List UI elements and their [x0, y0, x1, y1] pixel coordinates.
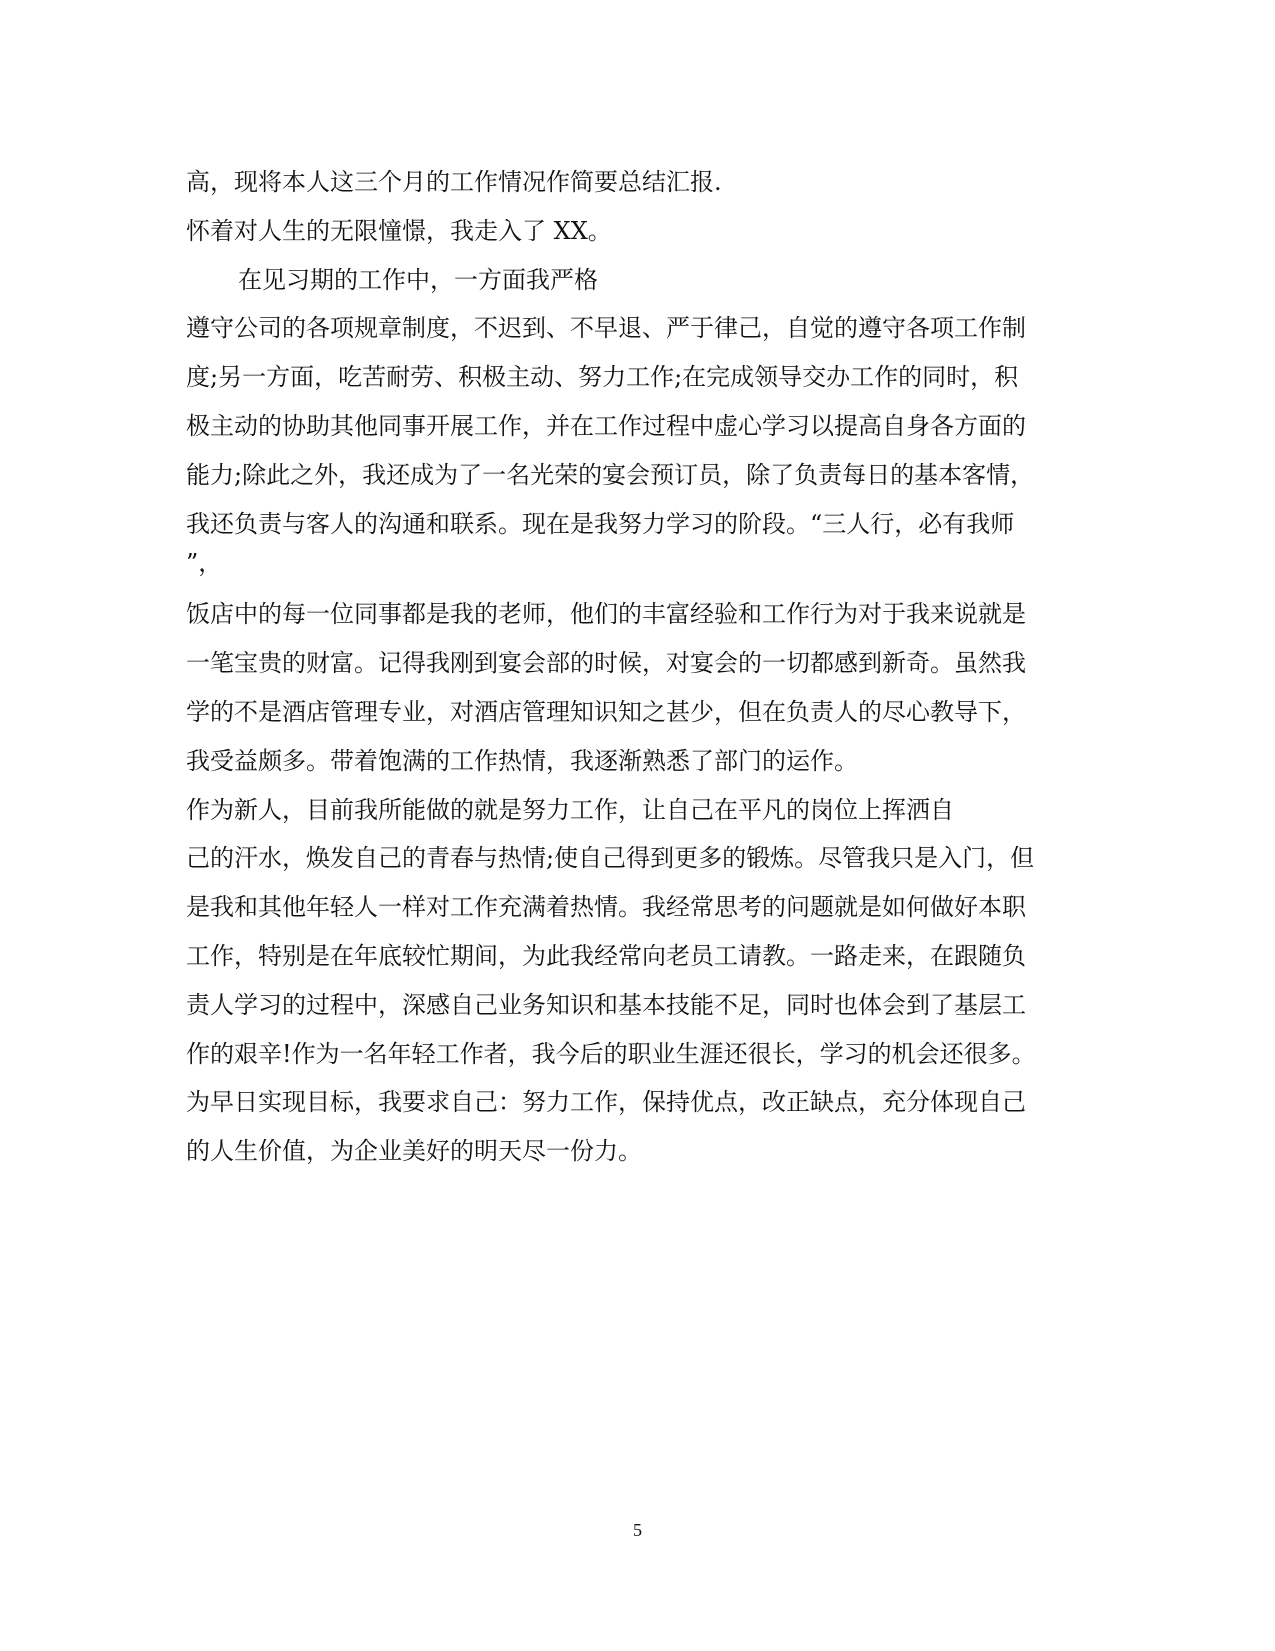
text-line: 己的汗水，焕发自己的青春与热情;使自己得到更多的锻炼。尽管我只是入门，但 — [186, 844, 1035, 873]
text-line: 极主动的协助其他同事开展工作，并在工作过程中虚心学习以提高自身各方面的 — [186, 411, 1026, 440]
text-line: 作为新人，目前我所能做的就是努力工作，让自己在平凡的岗位上挥洒自 — [186, 795, 954, 824]
text-line: 学的不是酒店管理专业，对酒店管理知识知之甚少，但在负责人的尽心教导下， — [186, 697, 1026, 726]
text-line: 高，现将本人这三个月的工作情况作简要总结汇报. — [186, 168, 722, 196]
text-line: 的人生价值，为企业美好的明天尽一份力。 — [186, 1137, 642, 1166]
text-line: 能力;除此之外，我还成为了一名光荣的宴会预订员，除了负责每日的基本客情， — [186, 460, 1035, 489]
text-line: ”， — [186, 549, 223, 578]
text-line: 在见习期的工作中，一方面我严格 — [238, 265, 598, 294]
text-line: 我还负责与客人的沟通和联系。现在是我努力学习的阶段。“三人行，必有我师 — [186, 509, 1015, 538]
page-number: 5 — [633, 1520, 642, 1540]
text-line: 责人学习的过程中，深感自己业务知识和基本技能不足，同时也体会到了基层工 — [186, 990, 1026, 1019]
text-line: 饭店中的每一位同事都是我的老师，他们的丰富经验和工作行为对于我来说就是 — [186, 600, 1026, 629]
text-line: 是我和其他年轻人一样对工作充满着热情。我经常思考的问题就是如何做好本职 — [186, 893, 1026, 922]
text-line: 度;另一方面，吃苦耐劳、积极主动、努力工作;在完成领导交办工作的同时，积 — [186, 363, 1019, 392]
text-line: 为早日实现目标，我要求自己：努力工作，保持优点，改正缺点，充分体现自己 — [186, 1088, 1026, 1117]
text-line: 工作，特别是在年底较忙期间，为此我经常向老员工请教。一路走来，在跟随负 — [186, 941, 1026, 970]
text-line: 我受益颇多。带着饱满的工作热情，我逐渐熟悉了部门的运作。 — [186, 746, 858, 775]
text-line: 怀着对人生的无限憧憬，我走入了 XX。 — [186, 216, 612, 245]
text-line: 作的艰辛!作为一名年轻工作者，我今后的职业生涯还很长，学习的机会还很多。 — [186, 1039, 1036, 1068]
document-body — [186, 158, 1076, 1176]
text-line: 遵守公司的各项规章制度，不迟到、不早退、严于律己，自觉的遵守各项工作制 — [186, 314, 1026, 343]
text-line: 一笔宝贵的财富。记得我刚到宴会部的时候，对宴会的一切都感到新奇。虽然我 — [186, 649, 1026, 678]
